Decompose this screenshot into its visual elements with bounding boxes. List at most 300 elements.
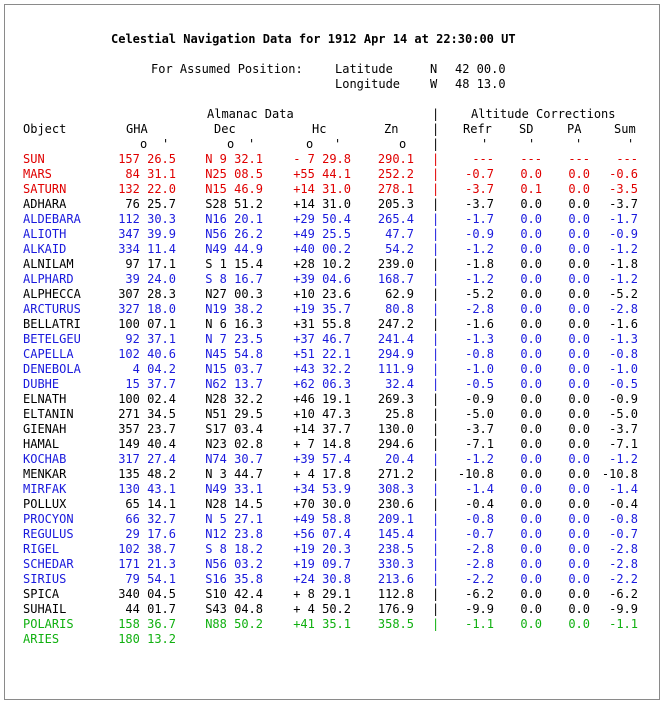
unit-mark-zn-deg: o <box>399 137 407 151</box>
page-title: Celestial Navigation Data for 1912 Apr 14 at 22:30:00 UT <box>111 32 516 46</box>
sd-value: 0.0 <box>520 302 542 316</box>
sum-value: -0.5 <box>609 377 638 391</box>
sum-value: -7.1 <box>609 437 638 451</box>
gha-value: 44 01.7 <box>125 602 176 616</box>
gha-value: 15 37.7 <box>125 377 176 391</box>
pa-value: 0.0 <box>568 317 590 331</box>
pa-value: 0.0 <box>568 182 590 196</box>
sum-value: -3.7 <box>609 422 638 436</box>
table-row <box>0 497 666 512</box>
refr-value: -1.2 <box>465 242 494 256</box>
zn-value: 130.0 <box>377 422 414 436</box>
refr-value: -2.8 <box>465 542 494 556</box>
sd-value: 0.0 <box>520 602 542 616</box>
sum-value: -0.8 <box>609 512 638 526</box>
sd-value: 0.0 <box>520 287 542 301</box>
sum-value: -0.6 <box>609 167 638 181</box>
unit-mark-gha-deg: o <box>140 137 148 151</box>
sd-value: 0.0 <box>520 452 542 466</box>
column-header-dec: Dec <box>214 122 236 136</box>
hc-value: +43 32.2 <box>293 362 351 376</box>
gha-value: 171 21.3 <box>118 557 176 571</box>
hc-value: +40 00.2 <box>293 242 351 256</box>
hc-value: +62 06.3 <box>293 377 351 391</box>
dec-value: S16 35.8 <box>205 572 263 586</box>
pa-value: 0.0 <box>568 452 590 466</box>
table-row <box>0 617 666 632</box>
gha-value: 340 04.5 <box>118 587 176 601</box>
dec-value: S43 04.8 <box>205 602 263 616</box>
longitude-hemisphere: W <box>430 77 438 91</box>
pa-value: 0.0 <box>568 407 590 421</box>
sd-value: 0.0 <box>520 527 542 541</box>
zn-value: 358.5 <box>377 617 414 631</box>
column-divider: | <box>432 242 440 256</box>
table-row <box>0 272 666 287</box>
zn-value: 54.2 <box>385 242 414 256</box>
dec-value: N23 02.8 <box>205 437 263 451</box>
hc-value: +34 53.9 <box>293 482 351 496</box>
column-divider: | <box>432 572 440 586</box>
object-name: ALPHARD <box>23 272 74 286</box>
refr-value: -1.1 <box>465 617 494 631</box>
sum-value: -2.8 <box>609 557 638 571</box>
sd-value: 0.0 <box>520 617 542 631</box>
table-row <box>0 227 666 242</box>
gha-value: 158 36.7 <box>118 617 176 631</box>
zn-value: 269.3 <box>377 392 414 406</box>
dec-value: S 8 18.2 <box>205 542 263 556</box>
hc-value: +39 04.6 <box>293 272 351 286</box>
column-divider: | <box>432 212 440 226</box>
table-row <box>0 392 666 407</box>
sd-value: 0.0 <box>520 467 542 481</box>
refr-value: -1.7 <box>465 212 494 226</box>
hc-value: +70 30.0 <box>293 497 351 511</box>
table-row <box>0 512 666 527</box>
sum-value: -1.2 <box>609 242 638 256</box>
zn-value: 265.4 <box>377 212 414 226</box>
sd-value: 0.0 <box>520 422 542 436</box>
hc-value: +46 19.1 <box>293 392 351 406</box>
pa-value: 0.0 <box>568 497 590 511</box>
column-header-refr: Refr <box>463 122 492 136</box>
sd-value: 0.0 <box>520 572 542 586</box>
longitude-value: 48 13.0 <box>455 77 506 91</box>
dec-value: N74 30.7 <box>205 452 263 466</box>
sd-value: 0.0 <box>520 317 542 331</box>
column-divider: | <box>432 467 440 481</box>
table-row <box>0 587 666 602</box>
object-name: MARS <box>23 167 52 181</box>
hc-value: +41 35.1 <box>293 617 351 631</box>
dec-value: S 8 16.7 <box>205 272 263 286</box>
sum-value: -1.2 <box>609 272 638 286</box>
column-divider: | <box>432 497 440 511</box>
dec-value: N27 00.3 <box>205 287 263 301</box>
column-divider: | <box>432 542 440 556</box>
zn-value: 213.6 <box>377 572 414 586</box>
table-row <box>0 212 666 227</box>
table-row <box>0 332 666 347</box>
hc-value: - 7 29.8 <box>293 152 351 166</box>
gha-value: 307 28.3 <box>118 287 176 301</box>
zn-value: 239.0 <box>377 257 414 271</box>
sd-value: 0.0 <box>520 347 542 361</box>
column-divider: | <box>432 272 440 286</box>
gha-value: 112 30.3 <box>118 212 176 226</box>
pa-value: 0.0 <box>568 392 590 406</box>
pa-value: 0.0 <box>568 242 590 256</box>
column-divider: | <box>432 317 440 331</box>
hc-value: +28 10.2 <box>293 257 351 271</box>
sum-value: -0.7 <box>609 527 638 541</box>
zn-value: 294.6 <box>377 437 414 451</box>
refr-value: -5.0 <box>465 407 494 421</box>
unit-mark-refr: ' <box>481 137 489 151</box>
zn-value: 145.4 <box>377 527 414 541</box>
zn-value: 209.1 <box>377 512 414 526</box>
zn-value: 168.7 <box>377 272 414 286</box>
sum-value: -1.1 <box>609 617 638 631</box>
hc-value: +14 31.0 <box>293 182 351 196</box>
table-row <box>0 467 666 482</box>
object-name: MENKAR <box>23 467 67 481</box>
column-divider: | <box>432 137 440 151</box>
gha-value: 149 40.4 <box>118 437 176 451</box>
sd-value: 0.0 <box>520 272 542 286</box>
table-row <box>0 437 666 452</box>
table-row <box>0 542 666 557</box>
refr-value: -7.1 <box>465 437 494 451</box>
object-name: POLARIS <box>23 617 74 631</box>
hc-value: +14 31.0 <box>293 197 351 211</box>
dec-value: N45 54.8 <box>205 347 263 361</box>
pa-value: 0.0 <box>568 197 590 211</box>
object-name: ELTANIN <box>23 407 74 421</box>
refr-value: -10.8 <box>457 467 494 481</box>
sd-value: 0.0 <box>520 257 542 271</box>
table-row <box>0 287 666 302</box>
gha-value: 100 02.4 <box>118 392 176 406</box>
sd-value: 0.0 <box>520 332 542 346</box>
sum-value: -2.8 <box>609 302 638 316</box>
pa-value: 0.0 <box>568 557 590 571</box>
dec-value: N88 50.2 <box>205 617 263 631</box>
pa-value: 0.0 <box>568 527 590 541</box>
sum-value: -10.8 <box>601 467 638 481</box>
zn-value: 112.8 <box>377 587 414 601</box>
column-divider: | <box>432 602 440 616</box>
dec-value: N15 46.9 <box>205 182 263 196</box>
object-name: ADHARA <box>23 197 67 211</box>
sum-value: -6.2 <box>609 587 638 601</box>
column-header-pa: PA <box>567 122 582 136</box>
hc-value: +49 25.5 <box>293 227 351 241</box>
gha-value: 271 34.5 <box>118 407 176 421</box>
sd-value: 0.0 <box>520 167 542 181</box>
sum-value: -5.0 <box>609 407 638 421</box>
hc-value: +56 07.4 <box>293 527 351 541</box>
refr-value: --- <box>472 152 494 166</box>
sd-value: 0.0 <box>520 362 542 376</box>
hc-value: +49 58.8 <box>293 512 351 526</box>
refr-value: -2.2 <box>465 572 494 586</box>
sd-value: 0.0 <box>520 392 542 406</box>
gha-value: 334 11.4 <box>118 242 176 256</box>
object-name: RIGEL <box>23 542 60 556</box>
zn-value: 271.2 <box>377 467 414 481</box>
hc-value: +14 37.7 <box>293 422 351 436</box>
dec-value: N49 44.9 <box>205 242 263 256</box>
pa-value: 0.0 <box>568 212 590 226</box>
table-row <box>0 257 666 272</box>
sum-value: -3.5 <box>609 182 638 196</box>
dec-value: N12 23.8 <box>205 527 263 541</box>
column-divider: | <box>432 452 440 466</box>
object-name: SUHAIL <box>23 602 67 616</box>
table-row <box>0 422 666 437</box>
object-name: BELLATRI <box>23 317 81 331</box>
hc-value: +19 35.7 <box>293 302 351 316</box>
object-name: GIENAH <box>23 422 67 436</box>
refr-value: -3.7 <box>465 197 494 211</box>
column-divider: | <box>432 392 440 406</box>
gha-value: 4 04.2 <box>132 362 176 376</box>
table-row <box>0 182 666 197</box>
column-divider: | <box>432 347 440 361</box>
zn-value: 238.5 <box>377 542 414 556</box>
pa-value: 0.0 <box>568 617 590 631</box>
sd-value: 0.0 <box>520 542 542 556</box>
hc-value: +29 50.4 <box>293 212 351 226</box>
dec-value: N16 20.1 <box>205 212 263 226</box>
gha-value: 347 39.9 <box>118 227 176 241</box>
object-name: POLLUX <box>23 497 67 511</box>
pa-value: 0.0 <box>568 482 590 496</box>
sum-value: -3.7 <box>609 197 638 211</box>
sd-value: 0.0 <box>520 482 542 496</box>
pa-value: 0.0 <box>568 347 590 361</box>
column-divider: | <box>432 122 440 136</box>
sd-value: 0.0 <box>520 557 542 571</box>
object-name: DUBHE <box>23 377 60 391</box>
refr-value: -3.7 <box>465 182 494 196</box>
column-divider: | <box>432 287 440 301</box>
zn-value: 25.8 <box>385 407 414 421</box>
sd-value: 0.0 <box>520 227 542 241</box>
object-name: SPICA <box>23 587 60 601</box>
column-header-zn: Zn <box>384 122 399 136</box>
dec-value: N28 14.5 <box>205 497 263 511</box>
pa-value: 0.0 <box>568 437 590 451</box>
column-divider: | <box>432 407 440 421</box>
unit-mark-pa: ' <box>575 137 583 151</box>
sd-value: 0.0 <box>520 407 542 421</box>
zn-value: 290.1 <box>377 152 414 166</box>
table-row <box>0 167 666 182</box>
table-row <box>0 632 666 647</box>
gha-value: 102 38.7 <box>118 542 176 556</box>
unit-mark-hc-deg: o <box>306 137 314 151</box>
longitude-label: Longitude <box>335 77 401 91</box>
zn-value: 230.6 <box>377 497 414 511</box>
column-divider: | <box>432 332 440 346</box>
object-name: DENEBOLA <box>23 362 81 376</box>
sd-value: 0.0 <box>520 587 542 601</box>
dec-value: N62 13.7 <box>205 377 263 391</box>
hc-value: +10 47.3 <box>293 407 351 421</box>
gha-value: 29 17.6 <box>125 527 176 541</box>
pa-value: 0.0 <box>568 512 590 526</box>
pa-value: 0.0 <box>568 257 590 271</box>
zn-value: 80.8 <box>385 302 414 316</box>
unit-mark-hc-min: ' <box>334 137 342 151</box>
unit-mark-dec-deg: o <box>227 137 235 151</box>
dec-value: S28 51.2 <box>205 197 263 211</box>
hc-value: +10 23.6 <box>293 287 351 301</box>
refr-value: -1.8 <box>465 257 494 271</box>
dec-value: S10 42.4 <box>205 587 263 601</box>
sum-value: -0.4 <box>609 497 638 511</box>
gha-value: 92 37.1 <box>125 332 176 346</box>
pa-value: 0.0 <box>568 467 590 481</box>
table-row <box>0 572 666 587</box>
refr-value: -1.3 <box>465 332 494 346</box>
dec-value: N19 38.2 <box>205 302 263 316</box>
sum-value: -1.0 <box>609 362 638 376</box>
unit-mark-dec-min: ' <box>248 137 256 151</box>
dec-value: N25 08.5 <box>205 167 263 181</box>
sd-value: 0.0 <box>520 212 542 226</box>
gha-value: 76 25.7 <box>125 197 176 211</box>
table-row <box>0 362 666 377</box>
object-name: HAMAL <box>23 437 60 451</box>
latitude-value: 42 00.0 <box>455 62 506 76</box>
hc-value: +55 44.1 <box>293 167 351 181</box>
dec-value: N 9 32.1 <box>205 152 263 166</box>
gha-value: 327 18.0 <box>118 302 176 316</box>
table-row <box>0 242 666 257</box>
column-divider: | <box>432 617 440 631</box>
hc-value: +19 20.3 <box>293 542 351 556</box>
sd-value: 0.0 <box>520 497 542 511</box>
refr-value: -1.0 <box>465 362 494 376</box>
gha-value: 79 54.1 <box>125 572 176 586</box>
table-row <box>0 452 666 467</box>
refr-value: -2.8 <box>465 302 494 316</box>
dec-value: N 6 16.3 <box>205 317 263 331</box>
zn-value: 241.4 <box>377 332 414 346</box>
sum-value: -0.9 <box>609 392 638 406</box>
column-divider: | <box>432 167 440 181</box>
column-header-sum: Sum <box>614 122 636 136</box>
column-divider: | <box>432 362 440 376</box>
gha-value: 357 23.7 <box>118 422 176 436</box>
hc-value: +37 46.7 <box>293 332 351 346</box>
pa-value: 0.0 <box>568 332 590 346</box>
pa-value: 0.0 <box>568 362 590 376</box>
sum-value: -1.2 <box>609 452 638 466</box>
refr-value: -0.7 <box>465 527 494 541</box>
pa-value: 0.0 <box>568 377 590 391</box>
column-divider: | <box>432 422 440 436</box>
refr-value: -5.2 <box>465 287 494 301</box>
hc-value: + 4 17.8 <box>293 467 351 481</box>
table-row <box>0 302 666 317</box>
table-row <box>0 197 666 212</box>
object-name: ALDEBARA <box>23 212 81 226</box>
zn-value: 47.7 <box>385 227 414 241</box>
table-row <box>0 482 666 497</box>
gha-value: 100 07.1 <box>118 317 176 331</box>
sd-value: --- <box>520 152 542 166</box>
column-header-object: Object <box>23 122 67 136</box>
dec-value: N28 32.2 <box>205 392 263 406</box>
sd-value: 0.1 <box>520 182 542 196</box>
refr-value: -0.4 <box>465 497 494 511</box>
dec-value: N 3 44.7 <box>205 467 263 481</box>
zn-value: 330.3 <box>377 557 414 571</box>
object-name: MIRFAK <box>23 482 67 496</box>
table-row <box>0 377 666 392</box>
gha-value: 39 24.0 <box>125 272 176 286</box>
pa-value: 0.0 <box>568 302 590 316</box>
sd-value: 0.0 <box>520 437 542 451</box>
dec-value: N15 03.7 <box>205 362 263 376</box>
refr-value: -0.9 <box>465 227 494 241</box>
sum-value: -9.9 <box>609 602 638 616</box>
dec-value: N56 03.2 <box>205 557 263 571</box>
pa-value: 0.0 <box>568 167 590 181</box>
refr-value: -1.6 <box>465 317 494 331</box>
sum-value: --- <box>616 152 638 166</box>
column-divider: | <box>432 302 440 316</box>
zn-value: 308.3 <box>377 482 414 496</box>
gha-value: 180 13.2 <box>118 632 176 646</box>
assumed-position-label: For Assumed Position: <box>151 62 303 76</box>
hc-value: + 4 50.2 <box>293 602 351 616</box>
zn-value: 32.4 <box>385 377 414 391</box>
gha-value: 102 40.6 <box>118 347 176 361</box>
refr-value: -9.9 <box>465 602 494 616</box>
object-name: ALPHECCA <box>23 287 81 301</box>
pa-value: 0.0 <box>568 542 590 556</box>
table-row <box>0 527 666 542</box>
zn-value: 176.9 <box>377 602 414 616</box>
sd-value: 0.0 <box>520 197 542 211</box>
pa-value: 0.0 <box>568 602 590 616</box>
column-divider: | <box>432 557 440 571</box>
altitude-group-header: Altitude Corrections <box>471 107 616 121</box>
object-name: SCHEDAR <box>23 557 74 571</box>
object-name: SUN <box>23 152 45 166</box>
dec-value: N56 26.2 <box>205 227 263 241</box>
unit-mark-sum: ' <box>627 137 635 151</box>
hc-value: +24 30.8 <box>293 572 351 586</box>
hc-value: + 8 29.1 <box>293 587 351 601</box>
column-divider: | <box>432 437 440 451</box>
table-row <box>0 602 666 617</box>
object-name: ARCTURUS <box>23 302 81 316</box>
gha-value: 132 22.0 <box>118 182 176 196</box>
sd-value: 0.0 <box>520 512 542 526</box>
unit-mark-gha-min: ' <box>162 137 170 151</box>
dec-value: N 5 27.1 <box>205 512 263 526</box>
object-name: BETELGEU <box>23 332 81 346</box>
sum-value: -1.6 <box>609 317 638 331</box>
unit-mark-sd: ' <box>528 137 536 151</box>
